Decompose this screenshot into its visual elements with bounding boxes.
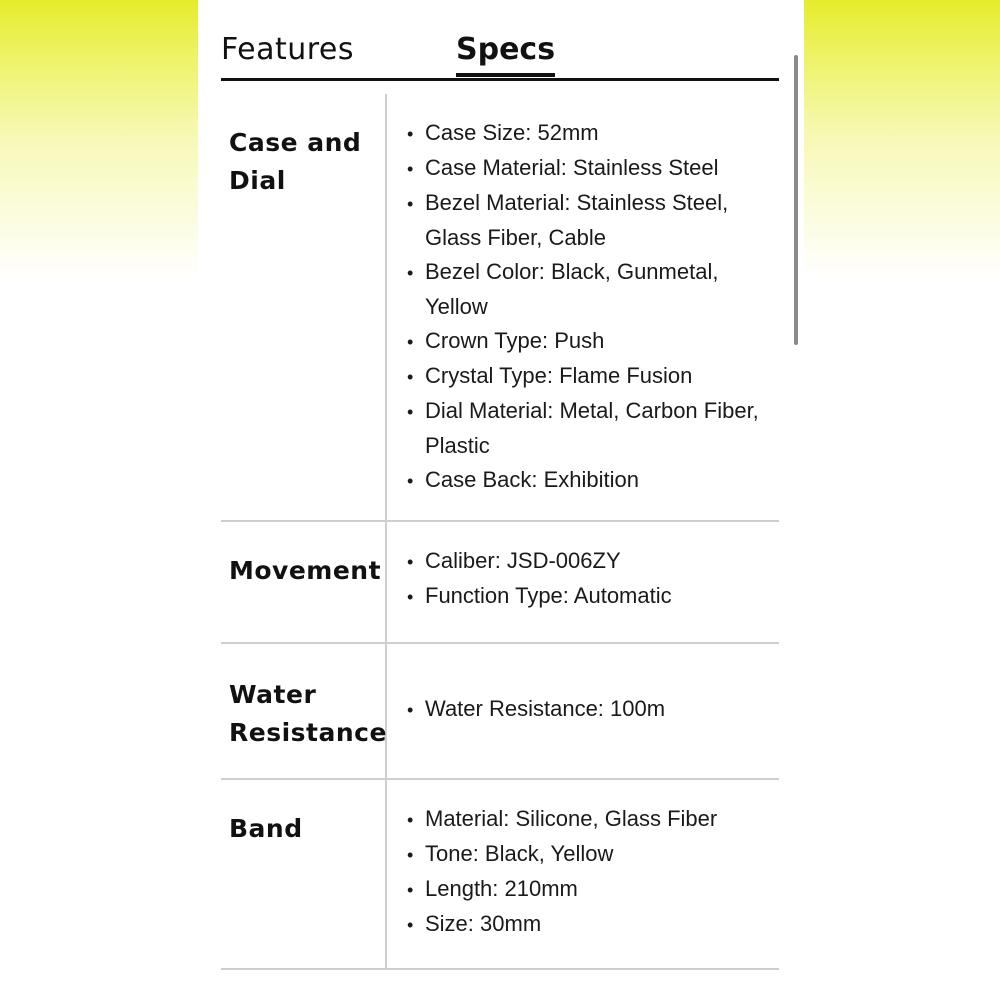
spec-item: • Case Back: Exhibition <box>407 463 771 498</box>
tab-features[interactable]: Features <box>221 32 354 67</box>
spec-item: • Case Material: Stainless Steel <box>407 151 771 186</box>
spec-row-band <box>221 780 779 970</box>
spec-row-case-and-dial <box>221 94 779 522</box>
spec-row-movement <box>221 522 779 644</box>
spec-item: • Case Size: 52mm <box>407 116 771 151</box>
bullet-icon: • <box>407 159 414 179</box>
spec-item: • Size: 30mm <box>407 907 771 942</box>
bullet-icon: • <box>407 915 414 935</box>
spec-label: Band <box>221 780 387 968</box>
spec-item: • Material: Silicone, Glass Fiber <box>407 802 771 837</box>
bullet-icon: • <box>407 700 414 720</box>
bullet-icon: • <box>407 402 414 422</box>
bullet-icon: • <box>407 587 414 607</box>
tab-specs[interactable]: Specs <box>456 32 555 77</box>
spec-item: • Water Resistance: 100m <box>407 692 771 727</box>
spec-item: • Length: 210mm <box>407 872 771 907</box>
spec-item: • Tone: Black, Yellow <box>407 837 771 872</box>
bullet-icon: • <box>407 471 414 491</box>
spec-label: Movement <box>221 522 387 642</box>
spec-table <box>221 94 779 970</box>
bullet-icon: • <box>407 367 414 387</box>
spec-list <box>387 522 779 642</box>
tab-bar <box>221 22 779 81</box>
bullet-icon: • <box>407 810 414 830</box>
bullet-icon: • <box>407 552 414 572</box>
spec-list <box>387 780 779 968</box>
spec-item: • Bezel Material: Stainless Steel, Glass Fiber, Cable <box>407 186 771 255</box>
spec-label: Water Resistance <box>221 644 387 778</box>
bullet-icon: • <box>407 845 414 865</box>
spec-item: • Dial Material: Metal, Carbon Fiber, Plastic <box>407 394 771 463</box>
spec-panel <box>198 0 804 1000</box>
spec-item: • Bezel Color: Black, Gunmetal, Yellow <box>407 255 771 324</box>
spec-item: • Crown Type: Push <box>407 324 771 359</box>
spec-list <box>387 644 779 778</box>
spec-item: • Crystal Type: Flame Fusion <box>407 359 771 394</box>
spec-list <box>387 94 779 520</box>
bullet-icon: • <box>407 880 414 900</box>
spec-row-water-resistance <box>221 644 779 780</box>
scrollbar[interactable] <box>794 55 798 345</box>
spec-item: • Caliber: JSD-006ZY <box>407 544 771 579</box>
bullet-icon: • <box>407 332 414 352</box>
bullet-icon: • <box>407 263 414 283</box>
bullet-icon: • <box>407 124 414 144</box>
spec-label: Case and Dial <box>221 94 387 520</box>
bullet-icon: • <box>407 194 414 214</box>
spec-item: • Function Type: Automatic <box>407 579 771 614</box>
